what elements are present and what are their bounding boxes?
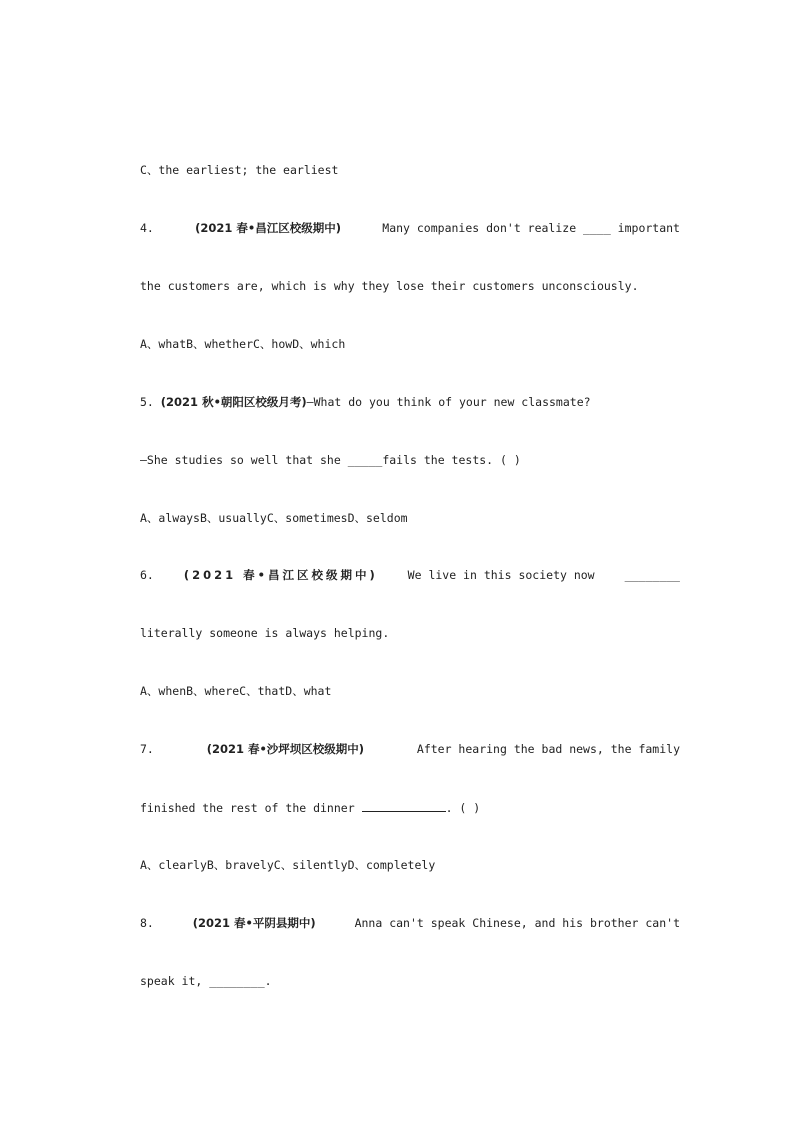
q5-line-1 (140, 394, 680, 410)
q8-source: (2021 春•平阴县期中) (192, 916, 316, 930)
q6-blank: ________ (624, 568, 680, 582)
q4-source: (2021 春•昌江区校级期中) (195, 221, 341, 235)
q7-stem-part-3: . ( ) (445, 801, 481, 815)
q4-options: A、whatB、whetherC、howD、which (140, 337, 346, 351)
q6-line-2: literally someone is always helping. (140, 626, 390, 640)
q8-number: 8. (140, 916, 154, 930)
q5-line-2: —She studies so well that she _____fails the tests. ( ) (140, 453, 521, 467)
q4-line-2: the customers are, which is why they lose their customers unconsciously. (140, 279, 639, 293)
q8-line-1 (140, 915, 680, 931)
q8-line-2: speak it, ________. (140, 974, 272, 988)
q6-source: (2021 春•昌江区校级期中) (183, 568, 378, 582)
q6-line-1 (140, 567, 680, 583)
q6-stem-part-1: We live in this society now (407, 568, 595, 582)
q8-stem-part-1: Anna can't speak Chinese, and his brother can't (354, 916, 680, 930)
q5-options: A、alwaysB、usuallyC、sometimesD、seldom (140, 511, 408, 525)
q4-line-1 (140, 220, 680, 236)
q7-line-1 (140, 741, 680, 757)
q4-stem-part-1: Many companies don't realize ____ important (382, 221, 680, 235)
q7-answer-blank (362, 799, 446, 812)
q7-number: 7. (140, 742, 154, 756)
q5-number: 5. (140, 395, 154, 409)
q7-stem-part-1: After hearing the bad news, the family (416, 742, 680, 756)
q3-option-c: C、the earliest; the earliest (140, 163, 339, 177)
q7-stem-part-2: finished the rest of the dinner (140, 801, 355, 815)
q7-line-2 (140, 799, 680, 816)
q5-stem-part-1: —What do you think of your new classmate? (306, 395, 591, 409)
q7-options: A、clearlyB、bravelyC、silentlyD、completely (140, 858, 436, 872)
q4-number: 4. (140, 221, 154, 235)
q6-number: 6. (140, 568, 154, 582)
q7-source: (2021 春•沙坪坝区校级期中) (206, 742, 365, 756)
q5-source: (2021 秋•朝阳区校级月考) (160, 395, 307, 409)
q6-options: A、whenB、whereC、thatD、what (140, 684, 332, 698)
